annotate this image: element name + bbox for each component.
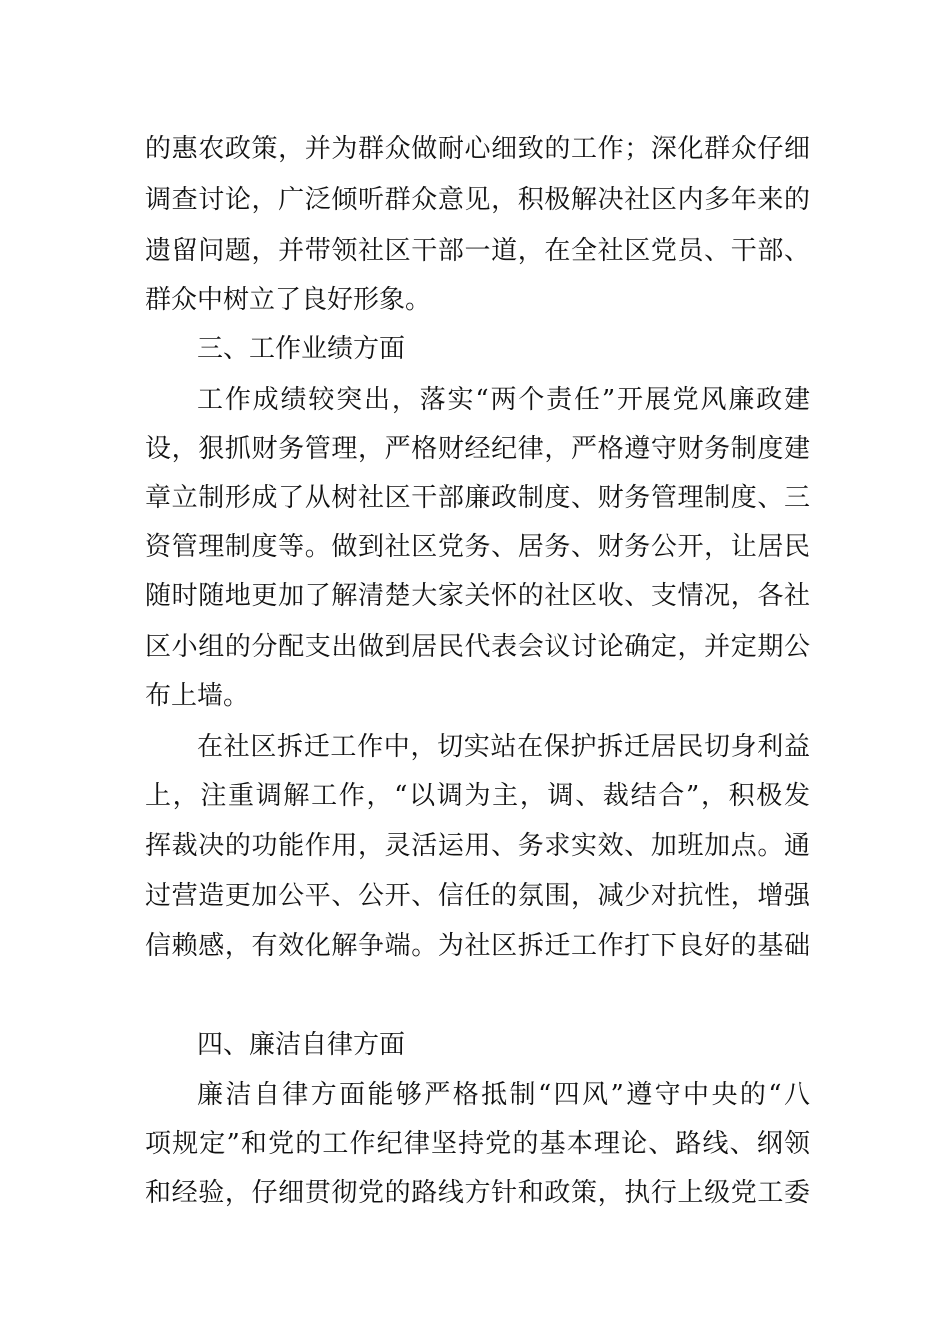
- text-line: 上，注重调解工作，“以调为主，调、裁结合”，积极发: [145, 781, 810, 811]
- text-line: 布上墙。: [145, 681, 250, 711]
- text-line: 在社区拆迁工作中，切实站在保护拆迁居民切身利益: [197, 732, 810, 762]
- text-line: 设，狠抓财务管理，严格财经纪律，严格遵守财务制度建: [145, 434, 810, 464]
- section-heading: 三、工作业绩方面: [197, 334, 406, 364]
- text-line: 项规定”和党的工作纪律坚持党的基本理论、路线、纲领: [145, 1129, 810, 1159]
- text-line: 的惠农政策，并为群众做耐心细致的工作；深化群众仔细: [145, 134, 810, 164]
- section-heading: 四、廉洁自律方面: [197, 1030, 406, 1060]
- text-line: 区小组的分配支出做到居民代表会议讨论确定，并定期公: [145, 632, 810, 662]
- text-line: 群众中树立了良好形象。: [145, 285, 432, 315]
- text-line: 和经验，仔细贯彻党的路线方针和政策，执行上级党工委: [145, 1178, 810, 1208]
- text-line: 调查讨论，广泛倾听群众意见，积极解决社区内多年来的: [145, 185, 810, 215]
- text-line: 资管理制度等。做到社区党务、居务、财务公开，让居民: [145, 532, 810, 562]
- text-line: 信赖感，有效化解争端。为社区拆迁工作打下良好的基础: [145, 931, 810, 961]
- text-line: 随时随地更加了解清楚大家关怀的社区收、支情况，各社: [145, 581, 810, 611]
- text-line: 工作成绩较突出，落实“两个责任”开展党风廉政建: [197, 385, 810, 415]
- text-line: 过营造更加公平、公开、信任的氛围，减少对抗性，增强: [145, 881, 810, 911]
- text-line: 遗留问题，并带领社区干部一道，在全社区党员、干部、: [145, 236, 810, 266]
- text-line: 挥裁决的功能作用，灵活运用、务求实效、加班加点。通: [145, 831, 810, 861]
- text-line: 廉洁自律方面能够严格抵制“四风”遵守中央的“八: [197, 1080, 810, 1110]
- text-line: 章立制形成了从树社区干部廉政制度、财务管理制度、三: [145, 483, 810, 513]
